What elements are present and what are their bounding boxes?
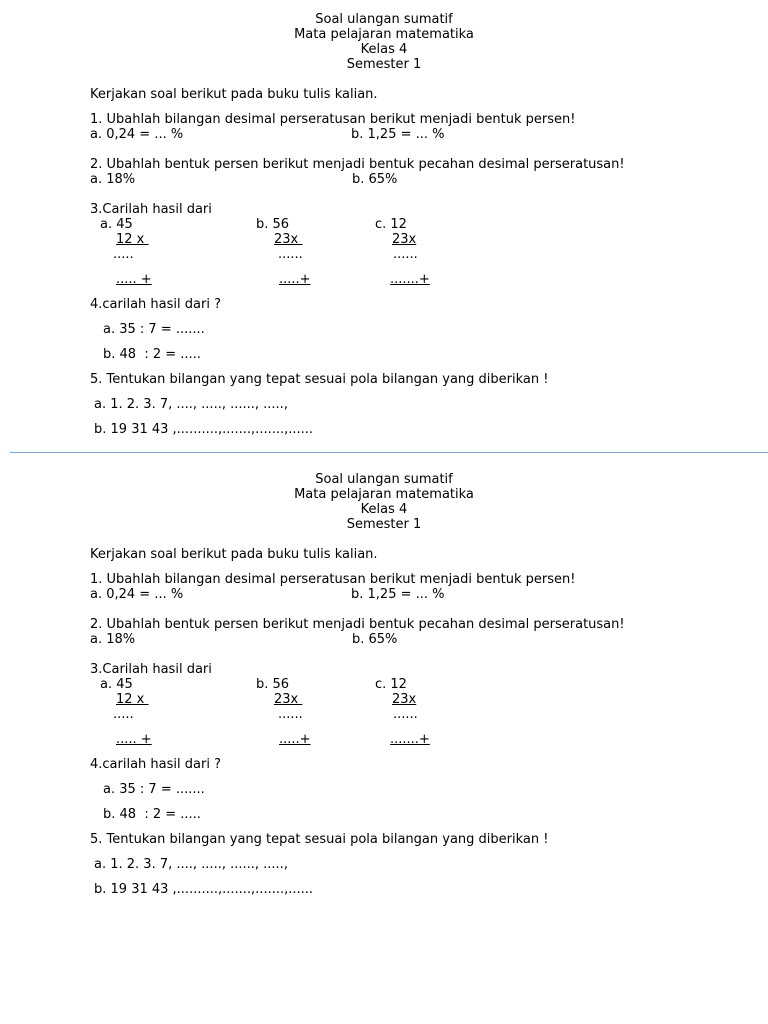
question-4: 4.carilah hasil dari ? — [90, 757, 221, 772]
question-3-b-multiplier: 23x — [274, 692, 303, 707]
question-1: 1. Ubahlah bilangan desimal perseratusan berikut menjadi bentuk persen! — [90, 112, 576, 127]
question-3-a-sum: ..... + — [116, 732, 152, 747]
subject-line: Mata pelajaran matematika — [294, 487, 474, 502]
question-3-a-sum: ..... + — [116, 272, 152, 287]
semester-line: Semester 1 — [346, 517, 422, 532]
question-3-a-label: a. 45 — [100, 217, 133, 232]
question-3-c-multiplier: 23x — [392, 232, 417, 247]
instruction-text: Kerjakan soal berikut pada buku tulis kalian. — [90, 87, 378, 102]
worksheet-1 — [0, 12, 768, 452]
question-3-b-partial: ...... — [278, 247, 303, 262]
question-1-option-a: a. 0,24 = ... % — [90, 587, 184, 602]
question-5-option-a: a. 1. 2. 3. 7, ...., ....., ......, ....., — [94, 397, 288, 412]
title-line: Soal ulangan sumatif — [315, 472, 453, 487]
semester-line: Semester 1 — [346, 57, 422, 72]
question-3-a-multiplier: 12 x — [116, 692, 149, 707]
question-1-option-a: a. 0,24 = ... % — [90, 127, 184, 142]
question-2: 2. Ubahlah bentuk persen berikut menjadi bentuk pecahan desimal perseratusan! — [90, 617, 625, 632]
question-3: 3.Carilah hasil dari — [90, 662, 212, 677]
question-3-b-label: b. 56 — [256, 677, 290, 692]
question-3-c-label: c. 12 — [375, 677, 407, 692]
worksheet-2 — [0, 472, 768, 912]
question-2-option-a: a. 18% — [90, 172, 136, 187]
question-3-b-label: b. 56 — [256, 217, 290, 232]
question-3-a-partial: ..... — [113, 707, 134, 722]
question-5: 5. Tentukan bilangan yang tepat sesuai pola bilangan yang diberikan ! — [90, 372, 549, 387]
question-3-c-partial: ...... — [393, 247, 418, 262]
title-line: Soal ulangan sumatif — [315, 12, 453, 27]
question-5-option-a: a. 1. 2. 3. 7, ...., ....., ......, ....., — [94, 857, 288, 872]
question-2-option-b: b. 65% — [352, 632, 398, 647]
question-4-option-b: b. 48 : 2 = ..... — [103, 347, 201, 362]
question-2-option-b: b. 65% — [352, 172, 398, 187]
question-3-c-sum: .......+ — [390, 732, 430, 747]
question-5: 5. Tentukan bilangan yang tepat sesuai pola bilangan yang diberikan ! — [90, 832, 549, 847]
question-3-c-partial: ...... — [393, 707, 418, 722]
question-5-option-b: b. 19 31 43 ,..........,.......,.......,...... — [94, 422, 314, 437]
question-4: 4.carilah hasil dari ? — [90, 297, 221, 312]
page-divider — [10, 452, 768, 453]
question-4-option-a: a. 35 : 7 = ....... — [103, 322, 205, 337]
question-3-b-partial: ...... — [278, 707, 303, 722]
question-3-c-multiplier: 23x — [392, 692, 417, 707]
question-3-b-sum: .....+ — [279, 732, 311, 747]
question-3: 3.Carilah hasil dari — [90, 202, 212, 217]
question-3-c-label: c. 12 — [375, 217, 407, 232]
class-line: Kelas 4 — [360, 42, 408, 57]
question-5-option-b: b. 19 31 43 ,..........,.......,.......,...... — [94, 882, 314, 897]
instruction-text: Kerjakan soal berikut pada buku tulis kalian. — [90, 547, 378, 562]
subject-line: Mata pelajaran matematika — [294, 27, 474, 42]
question-3-a-multiplier: 12 x — [116, 232, 149, 247]
question-4-option-a: a. 35 : 7 = ....... — [103, 782, 205, 797]
question-3-b-multiplier: 23x — [274, 232, 303, 247]
question-3-a-partial: ..... — [113, 247, 134, 262]
question-2-option-a: a. 18% — [90, 632, 136, 647]
class-line: Kelas 4 — [360, 502, 408, 517]
question-2: 2. Ubahlah bentuk persen berikut menjadi bentuk pecahan desimal perseratusan! — [90, 157, 625, 172]
question-1: 1. Ubahlah bilangan desimal perseratusan berikut menjadi bentuk persen! — [90, 572, 576, 587]
question-1-option-b: b. 1,25 = ... % — [351, 587, 445, 602]
question-1-option-b: b. 1,25 = ... % — [351, 127, 445, 142]
question-3-c-sum: .......+ — [390, 272, 430, 287]
question-4-option-b: b. 48 : 2 = ..... — [103, 807, 201, 822]
question-3-b-sum: .....+ — [279, 272, 311, 287]
question-3-a-label: a. 45 — [100, 677, 133, 692]
